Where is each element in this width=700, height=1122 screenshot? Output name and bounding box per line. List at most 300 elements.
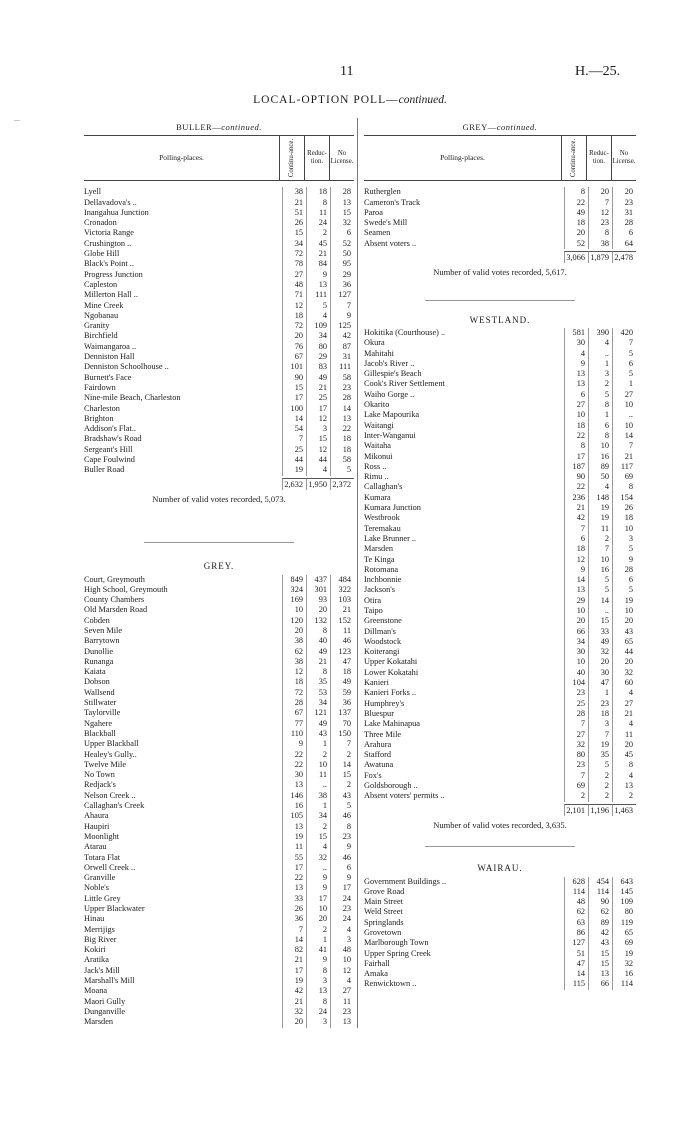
continuance-value: 17 (282, 393, 306, 403)
table-row (364, 198, 636, 208)
polling-place-name: Cronadon (84, 218, 117, 228)
continuance-value: 52 (564, 239, 588, 249)
polling-place-name: Cameron's Track (364, 197, 421, 207)
polling-place-name: Dunganville (84, 1006, 126, 1016)
polling-place-name: Weld Street (364, 907, 403, 917)
continuance-value: 7 (564, 771, 588, 781)
polling-place-name: Cook's River Settlement (364, 379, 445, 389)
polling-place-name: Redjack's (84, 780, 116, 790)
polling-place-name: Nelson Creek .. (84, 790, 136, 800)
reduction-value: 21 (306, 657, 330, 667)
polling-place-name: Upper Spring Creek (364, 948, 431, 958)
continuance-value: 104 (564, 678, 588, 688)
no-license-value: 28 (612, 565, 636, 575)
reduction-value: 32 (306, 853, 330, 863)
continuance-value: 51 (564, 949, 588, 959)
table-row (84, 311, 354, 321)
continuance-value: 27 (282, 270, 306, 280)
table-row (84, 455, 354, 465)
no-license-value: 13 (330, 198, 354, 208)
polling-place-name: Dellavadova's .. (84, 197, 137, 207)
table-row (84, 373, 354, 383)
table-row (84, 585, 354, 595)
reduction-value: 21 (306, 383, 330, 393)
header-no-license: No License. (329, 136, 354, 180)
no-license-value: 137 (330, 708, 354, 718)
reduction-value: 16 (588, 452, 612, 462)
polling-place-name: Denniston Hall (84, 352, 135, 362)
reduction-value: 8 (306, 626, 330, 636)
no-license-value: 8 (612, 482, 636, 492)
no-license-value: 5 (612, 369, 636, 379)
polling-place-name: Marsden (84, 1017, 114, 1027)
polling-place-name: Kokiri (84, 945, 106, 955)
reduction-value: 4 (588, 482, 612, 492)
table-row (84, 894, 354, 904)
polling-place-name: Gillespie's Beach (364, 369, 422, 379)
table-row (84, 729, 354, 739)
polling-place-name: Teremakau (364, 523, 401, 533)
table-row (84, 187, 354, 197)
table-row (84, 465, 354, 475)
polling-place-name: Grove Road (364, 886, 405, 896)
reduction-value: 8 (306, 997, 330, 1007)
reduction-value: 4 (306, 311, 330, 321)
reduction-value: 50 (588, 472, 612, 482)
continuance-value: 20 (282, 1017, 306, 1027)
no-license-value: 28 (330, 393, 354, 403)
continuance-value: 101 (282, 362, 306, 372)
buller-rows (84, 187, 354, 475)
no-license-value: 6 (330, 863, 354, 873)
reduction-value: 7 (588, 198, 612, 208)
no-license-value: 19 (612, 596, 636, 606)
reduction-value: 3 (588, 719, 612, 729)
table-row (364, 949, 636, 959)
continuance-value: 15 (282, 383, 306, 393)
continuance-value: 114 (564, 887, 588, 897)
table-row (84, 698, 354, 708)
reduction-value: 10 (306, 760, 330, 770)
reduction-value: 49 (588, 637, 612, 647)
no-license-value: 43 (330, 791, 354, 801)
no-license-value: 27 (612, 390, 636, 400)
no-license-value: 6 (612, 575, 636, 585)
table-row (84, 945, 354, 955)
no-license-value: 18 (330, 445, 354, 455)
continuance-value: 16 (282, 801, 306, 811)
polling-place-name: Brighton (84, 413, 114, 423)
table-row (84, 270, 354, 280)
no-license-value: 119 (612, 918, 636, 928)
continuance-value: 22 (564, 198, 588, 208)
polling-place-name: Granity (84, 321, 110, 331)
table-row (364, 410, 636, 420)
continuance-value: 42 (564, 513, 588, 523)
polling-place-name: Rimu .. (364, 472, 389, 482)
reduction-value: 4 (588, 338, 612, 348)
polling-place-name: Rutherglen (364, 187, 401, 197)
polling-place-name: Upper Blackwater (84, 904, 145, 913)
table-row (364, 979, 636, 989)
table-row (84, 853, 354, 863)
polling-place-name: No Town (84, 770, 115, 780)
table-row (364, 208, 636, 218)
polling-place-name: Te Kinga (364, 554, 395, 564)
table-row (364, 359, 636, 369)
polling-place-name: Haupiri (84, 821, 110, 831)
no-license-value: 2 (612, 791, 636, 801)
continuance-value: 38 (282, 657, 306, 667)
reduction-value: 8 (588, 400, 612, 410)
no-license-value: 65 (612, 637, 636, 647)
page-title (0, 94, 700, 106)
polling-place-name: Springlands (364, 917, 404, 927)
polling-place-name: Absent voters .. (364, 238, 417, 248)
polling-place-name: Waitangi (364, 420, 394, 430)
no-license-value: 322 (330, 585, 354, 595)
no-license-value: 45 (612, 750, 636, 760)
table-row (364, 791, 636, 801)
reduction-value: 2 (588, 781, 612, 791)
table-row (364, 678, 636, 688)
polling-place-name: Woodstock (364, 636, 402, 646)
continuance-value: 12 (282, 301, 306, 311)
table-row (364, 338, 636, 348)
reduction-value: 9 (306, 955, 330, 965)
polling-place-name: Awatuna (364, 760, 394, 770)
continuance-value: 27 (564, 730, 588, 740)
continuance-value: 26 (282, 218, 306, 228)
continuance-value: 67 (282, 352, 306, 362)
polling-place-name: Granville (84, 873, 116, 883)
table-row (84, 352, 354, 362)
table-row (84, 1007, 354, 1017)
polling-place-name: Globe Hill (84, 249, 120, 259)
polling-place-name: Little Grey (84, 893, 121, 903)
table-row (364, 719, 636, 729)
polling-place-name: Dunollie (84, 646, 114, 656)
reduction-value: 19 (588, 503, 612, 513)
table-row (364, 585, 636, 595)
no-license-value: 11 (330, 626, 354, 636)
no-license-value: .. (612, 410, 636, 420)
table-row (364, 907, 636, 917)
reduction-value: 43 (588, 938, 612, 948)
continuance-value: 127 (564, 938, 588, 948)
continuance-value: 10 (564, 606, 588, 616)
table-row (364, 218, 636, 228)
polling-place-name: Old Marsden Road (84, 605, 148, 615)
continuance-value: 22 (282, 760, 306, 770)
table-row (84, 280, 354, 290)
table-row (84, 997, 354, 1007)
polling-place-name: Bluespur (364, 708, 394, 718)
grey-heading: GREY. (203, 561, 235, 572)
polling-place-name: Wallsend (84, 687, 115, 697)
polling-place-name: Main Street (364, 897, 403, 907)
polling-place-name: Koiterangi (364, 647, 400, 657)
continuance-value: 30 (564, 338, 588, 348)
table-row (84, 801, 354, 811)
reduction-value: .. (306, 863, 330, 873)
reduction-value: 14 (588, 596, 612, 606)
continuance-value: 100 (282, 404, 306, 414)
reduction-value: 84 (306, 259, 330, 269)
continuance-value: 90 (564, 472, 588, 482)
no-license-value: 64 (612, 239, 636, 249)
polling-place-name: Goldsborough .. (364, 781, 418, 791)
table-row (364, 699, 636, 709)
reduction-value: 38 (306, 791, 330, 801)
reduction-value: .. (306, 780, 330, 790)
continuance-value: 146 (282, 791, 306, 801)
polling-place-name: Jack's Mill (84, 965, 120, 975)
continuance-value: 6 (564, 390, 588, 400)
table-row (364, 627, 636, 637)
no-license-value: 20 (612, 187, 636, 197)
no-license-value: 10 (612, 606, 636, 616)
polling-place-name: Renwicktown .. (364, 979, 417, 989)
reduction-value: 2 (588, 379, 612, 389)
reduction-value: 132 (306, 616, 330, 626)
no-license-value: 28 (612, 218, 636, 228)
continuance-value: 67 (282, 708, 306, 718)
table-row (84, 331, 354, 341)
no-license-value: 103 (330, 595, 354, 605)
polling-place-name: Black's Point .. (84, 259, 134, 269)
reduction-value: 20 (306, 914, 330, 924)
reduction-value: 5 (588, 575, 612, 585)
table-row (84, 239, 354, 249)
continuance-value: 12 (282, 667, 306, 677)
no-license-value: 24 (330, 914, 354, 924)
reduction-value: 2 (306, 925, 330, 935)
reduction-value: 20 (588, 657, 612, 667)
continuance-value: 29 (564, 596, 588, 606)
buller-valid-votes: Number of valid votes recorded, 5,073. (152, 493, 286, 504)
polling-place-name: Stafford (364, 750, 392, 760)
continuance-value: 18 (564, 544, 588, 554)
continuance-value: 72 (282, 321, 306, 331)
no-license-value: 46 (330, 636, 354, 646)
table-row (84, 636, 354, 646)
polling-place-name: Westbrook (364, 513, 400, 523)
table-row (364, 887, 636, 897)
no-license-value: 21 (330, 605, 354, 615)
table-row (364, 544, 636, 554)
continuance-value: 7 (564, 719, 588, 729)
no-license-value: 80 (612, 907, 636, 917)
reduction-value: 15 (306, 434, 330, 444)
no-license-value: 46 (330, 853, 354, 863)
polling-place-name: Waiho Gorge .. (364, 389, 415, 399)
table-row (84, 259, 354, 269)
continuance-value: 110 (282, 729, 306, 739)
left-column (84, 122, 354, 1028)
continuance-value: 25 (282, 445, 306, 455)
polling-place-name: Healey's Gully.. (84, 749, 137, 759)
continuance-value: 13 (564, 369, 588, 379)
no-license-value: 95 (330, 259, 354, 269)
reduction-value: 19 (588, 740, 612, 750)
reduction-value: 12 (306, 445, 330, 455)
reduction-value: 454 (588, 877, 612, 887)
polling-place-name: Paroa (364, 207, 383, 217)
table-row (364, 534, 636, 544)
table-row (84, 383, 354, 393)
document-reference: H.—25. (575, 64, 621, 79)
reduction-value: 7 (588, 544, 612, 554)
continuance-value: 78 (282, 259, 306, 269)
table-row (364, 228, 636, 238)
table-row (364, 897, 636, 907)
continuance-value: 14 (564, 575, 588, 585)
table-row (364, 441, 636, 451)
table-header (364, 135, 636, 181)
continuance-value: 82 (282, 945, 306, 955)
reduction-value: 11 (306, 208, 330, 218)
table-row (84, 811, 354, 821)
no-license-value: 26 (612, 503, 636, 513)
continuance-value: 105 (282, 811, 306, 821)
continuance-value: 19 (282, 976, 306, 986)
table-row (364, 740, 636, 750)
table-row (84, 739, 354, 749)
reduction-value: 83 (306, 362, 330, 372)
continuance-value: 7 (564, 524, 588, 534)
reduction-value: 35 (588, 750, 612, 760)
reduction-value: 6 (588, 421, 612, 431)
table-row (84, 616, 354, 626)
reduction-value: 34 (306, 698, 330, 708)
reduction-value: 2 (588, 771, 612, 781)
continuance-value: 34 (282, 239, 306, 249)
polling-place-name: Marsden (364, 544, 394, 554)
reduction-value: 35 (306, 677, 330, 687)
table-row (84, 677, 354, 687)
reduction-value: 34 (306, 811, 330, 821)
no-license-value: 28 (330, 187, 354, 197)
header-continuance: Continu-ance. (561, 136, 586, 180)
no-license-value: 7 (330, 301, 354, 311)
polling-place-name: Okura (364, 338, 385, 348)
polling-place-name: Lower Kokatahi (364, 667, 419, 677)
table-row (84, 780, 354, 790)
reduction-value: 437 (306, 575, 330, 585)
reduction-value: 13 (306, 986, 330, 996)
reduction-value: 10 (306, 904, 330, 914)
continuance-value: 849 (282, 575, 306, 585)
table-row (84, 863, 354, 873)
table-row (364, 390, 636, 400)
reduction-value: 8 (588, 228, 612, 238)
table-row (364, 482, 636, 492)
continuance-value: 66 (564, 627, 588, 637)
reduction-value: 45 (306, 239, 330, 249)
polling-place-name: Greenstone (364, 616, 402, 626)
buller-totals: 2,632 1,950 2,372 (84, 478, 354, 490)
reduction-value: 93 (306, 595, 330, 605)
no-license-value: 20 (612, 740, 636, 750)
no-license-value: 2 (330, 750, 354, 760)
reduction-value: 5 (306, 301, 330, 311)
reduction-value: 16 (588, 565, 612, 575)
table-row (84, 434, 354, 444)
reduction-value: 8 (306, 667, 330, 677)
polling-place-name: Jacob's River .. (364, 358, 415, 368)
grey-cont-heading: GREY—continued. (462, 122, 538, 132)
reduction-value: 3 (306, 424, 330, 434)
title-continued: continued. (398, 94, 447, 106)
no-license-value: 10 (612, 524, 636, 534)
header-reduction: Reduc-tion. (304, 136, 329, 180)
polling-place-name: Charleston (84, 403, 120, 413)
continuance-value: 49 (564, 208, 588, 218)
table-row (364, 750, 636, 760)
continuance-value: 9 (564, 359, 588, 369)
polling-place-name: Lyell (84, 187, 102, 197)
table-row (364, 938, 636, 948)
polling-place-name: Progress Junction (84, 269, 143, 279)
polling-place-name: Ngobanau (84, 310, 119, 320)
polling-place-name: Totara Flat (84, 852, 121, 862)
reduction-value: 80 (306, 342, 330, 352)
reduction-value: .. (588, 349, 612, 359)
reduction-value: 2 (588, 534, 612, 544)
reduction-value: 89 (588, 462, 612, 472)
reduction-value: 109 (306, 321, 330, 331)
continuance-value: 169 (282, 595, 306, 605)
reduction-value: 17 (306, 894, 330, 904)
reduction-value: 38 (588, 239, 612, 249)
no-license-value: 7 (330, 739, 354, 749)
no-license-value: 65 (612, 928, 636, 938)
continuance-value: 17 (564, 452, 588, 462)
no-license-value: 123 (330, 647, 354, 657)
table-row (84, 708, 354, 718)
table-row (84, 321, 354, 331)
continuance-value: 21 (564, 503, 588, 513)
polling-place-name: Rotomana (364, 564, 399, 574)
reduction-value: 2 (306, 228, 330, 238)
polling-place-name: Marlborough Town (364, 938, 429, 948)
reduction-value: 32 (588, 647, 612, 657)
table-row (364, 555, 636, 565)
reduction-value: 10 (588, 555, 612, 565)
no-license-value: 12 (330, 966, 354, 976)
reduction-value: 9 (306, 270, 330, 280)
polling-place-name: Kumara Junction (364, 503, 421, 513)
reduction-value: 62 (588, 907, 612, 917)
no-license-value: 69 (612, 938, 636, 948)
continuance-value: 48 (564, 897, 588, 907)
no-license-value: 145 (612, 887, 636, 897)
no-license-value: 9 (330, 842, 354, 852)
continuance-value: 120 (282, 616, 306, 626)
continuance-value: 20 (282, 626, 306, 636)
polling-place-name: Mahitahi (364, 348, 394, 358)
continuance-value: 8 (564, 187, 588, 197)
continuance-value: 72 (282, 688, 306, 698)
reduction-value: 9 (306, 883, 330, 893)
no-license-value: 21 (612, 452, 636, 462)
reduction-value: 3 (588, 369, 612, 379)
no-license-value: 16 (612, 969, 636, 979)
no-license-value: 4 (330, 976, 354, 986)
no-license-value: 8 (330, 822, 354, 832)
polling-place-name: Moonlight (84, 831, 120, 841)
